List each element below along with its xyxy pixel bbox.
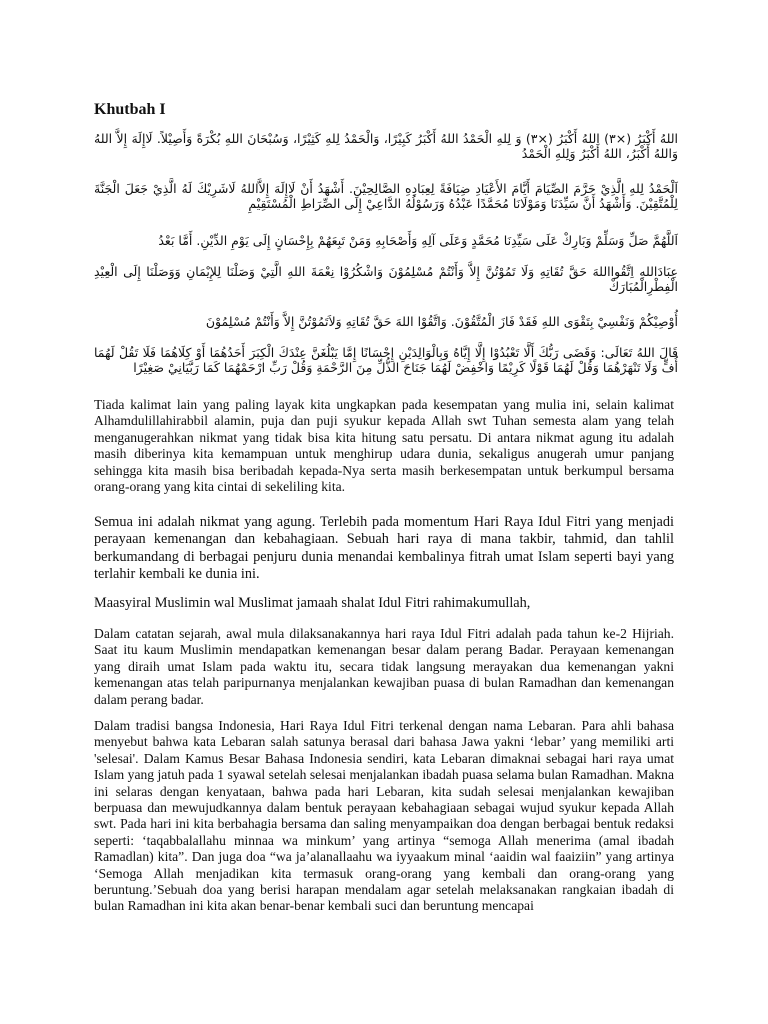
arabic-takbir: اللهُ أَكْبَرُ (×٣) اللهُ أَكْبَرُ (×٣) وَ لِلهِ الْحَمْدُ اللهُ أَكْبَرُ كَبِيْرًا، وَالْحَمْدُ لِلهِ كَثِيْرًا، وَسُبْحَانَ اللهِ بُكْرَةً وَأَصِيْلاً. لَاإِلَهَ إِلاَّ اللهُ وَاللهُ أَكْبَرُ، اللهُ أَكْبَرُ وَلِلهِ الْحَمْدُ <box>94 131 679 161</box>
arabic-wasiat: أُوْصِيْكُمْ وَنَفْسِيْ بِتَقْوَى اللهِ فَقَدْ فَازَ الْمُتَّقُوْنَ. وَاتَّقُوْا اللهَ حَقَّ تُقَاتِهِ وَلاَتَمُوْتُنَّ إِلاَّ وَأَنْتُمْ مُسْلِمُوْنَ <box>205 314 678 329</box>
arabic-hamdalah: اَلْحَمْدُ لِلهِ الَّذِيْ حَرَّمَ الصِّيَامَ أَيَّامَ الأَعْيَادِ ضِيَافَةً لِعِبَادِهِ الصَّالِحِيْنَ. أَشْهَدُ أَنْ لَاإِلَهَ إِلاَّاللهُ لَاشَرِيْكَ لَهُ الَّذِيْ جَعَلَ الْجَنَّةَ لِلْمُتَّقِيْنَ. وَأَشْهَدُ أَنَّ سَيِّدَنَا وَمَوْلَانَا مُحَمَّدًا عَبْدُهُ وَرَسُوْلُهُ الدَّاعِيْ إِلَى الصِّرَاطِ الْمُسْتَقِيْمِ <box>94 181 678 211</box>
page-title: Khutbah I <box>94 101 166 118</box>
paragraph-tradition: Dalam tradisi bangsa Indonesia, Hari Raya Idul Fitri terkenal dengan nama Lebaran. Para ahli bahasa menyebut bahwa kata Lebaran salah satunya berasal dari bahasa Jawa yakni ‘lebar’ yang memiliki arti 'selesai'. Dalam Kamus Besar Bahasa Indonesia sendiri, kata Lebaran dimaknai sebagai hari raya umat Islam yang jatuh pada 1 syawal setelah selesai menjalankan ibadah puasa selama bulan Ramadhan. Makna ini selaras dengan kenyataan, bahwa pada hari Lebaran, kita sudah selesai menjalankan kewajiban berpuasa dan mewujudkannya dalam bentuk perayaan kebahagiaan sebagai wujud syukur kepada Allah swt. Pada hari ini kita berbahagia bersama dan saling menyampaikan doa dengan berbagai bentuk redaksi seperti: ‘taqabbalallahu minnaa wa minkum’ yang artinya “semoga Allah menerima (amal ibadah Ramadlan) kita”. Dan juga doa “wa ja’alanallaahu wa iyyaakum minal ‘aaidin wal faaiziin” yang artinya ‘Semoga Allah menjadikan kita termasuk orang-orang yang kembali dan orang-orang yang beruntung.’Sebuah doa yang berisi harapan mendalam agar setelah melaksanakan rangkaian ibadah di bulan Ramadhan ini kita akan benar-benar kembali suci dan beruntung mencapai <box>94 718 674 914</box>
paragraph-history: Dalam catatan sejarah, awal mula dilaksanakannya hari raya Idul Fitri adalah pada tahun ke-2 Hijriah. Saat itu kaum Muslimin mendapatkan kemenangan besar dalam perang Badar. Perayaan kemenangan yang diraih umat Islam pada waktu itu, secara tidak langsung merayakan dua kemenangan yakni kemenangan atas telah paripurnanya menjalankan kewajiban puasa di bulan Ramadhan dan kemenangan dalam perang badar. <box>94 626 674 707</box>
arabic-taqwa-call: عِبَادَاللهِ اِتَّقُوااللهَ حَقَّ تُقَاتِهِ وَلَا تَمُوْتُنَّ إِلاَّ وَأَنْتُمْ مُسْلِمُوْنَ وَاشْكُرُوْا نِعْمَةَ اللهِ الَّتِيْ وَصَلْنَا لِلإِيْمَانِ وَوَصَلْنَا إِلَى الْعِيْدِ الْفِطْرِالْمُبَارَكْ <box>94 264 678 294</box>
paragraph-gratitude: Tiada kalimat lain yang paling layak kita ungkapkan pada kesempatan yang mulia ini, selain kalimat Alhamdulillahirabbil alamin, puja dan puji syukur kepada Allah swt Tuhan semesta alam yang telah menganugerahkan nikmat yang tidak bisa kita hitung satu persatu. Di antara nikmat agung itu adalah masih diberinya kita kemampuan untuk menghirup udara dunia, sekaligus anugerah umur panjang sehingga kita masih bisa beribadah kepada-Nya serta masih berkesempatan untuk berkumpul bersama orang-orang yang kita cintai di sekeliling kita. <box>94 397 674 495</box>
arabic-shalawat: اَللَّهُمَّ صَلِّ وَسَلِّمْ وَبَارِكْ عَلَى سَيِّدِنَا مُحَمَّدٍ وَعَلَى آلِهِ وَأَصْحَابِهِ وَمَنْ تَبِعَهُمْ بِإِحْسَانٍ إِلَى يَوْمِ الدِّيْنِ. أَمَّا بَعْدُ <box>158 233 678 248</box>
paragraph-address: Maasyiral Muslimin wal Muslimat jamaah shalat Idul Fitri rahimakumullah, <box>94 595 531 611</box>
paragraph-blessing: Semua ini adalah nikmat yang agung. Terlebih pada momentum Hari Raya Idul Fitri yang menjadi perayaan kemenangan dan kebahagiaan. Sebuah hari raya di mana takbir, tahmid, dan tahlil berkumandang di berbagai penjuru dunia menandai kembalinya fitrah umat Islam seperti bayi yang terlahir kembali ke dunia ini. <box>94 514 674 582</box>
arabic-quran-verse: قَالَ اللهُ تَعَالَى: وَقَضَى رَبُّكَ أَلَّا تَعْبُدُوْا إِلَّا إِيَّاهُ وَبِالْوَالِدَيْنِ إِحْسَانًا إِمَّا يَبْلُغَنَّ عِنْدَكَ الْكِبَرَ أَحَدُهُمَا أَوْ كِلَاهُمَا فَلَا تَقُلْ لَهُمَا أُفٍّ وَلَا تَنْهَرْهُمَا وَقُلْ لَهُمَا قَوْلًا كَرِيْمًا وَاخْفِضْ لَهُمَا جَنَاحَ الذُّلِّ مِنَ الرَّحْمَةِ وَقُلْ رَبِّ ارْحَمْهُمَا كَمَا رَبَّيَانِيْ صَغِيْرًا <box>94 345 678 375</box>
